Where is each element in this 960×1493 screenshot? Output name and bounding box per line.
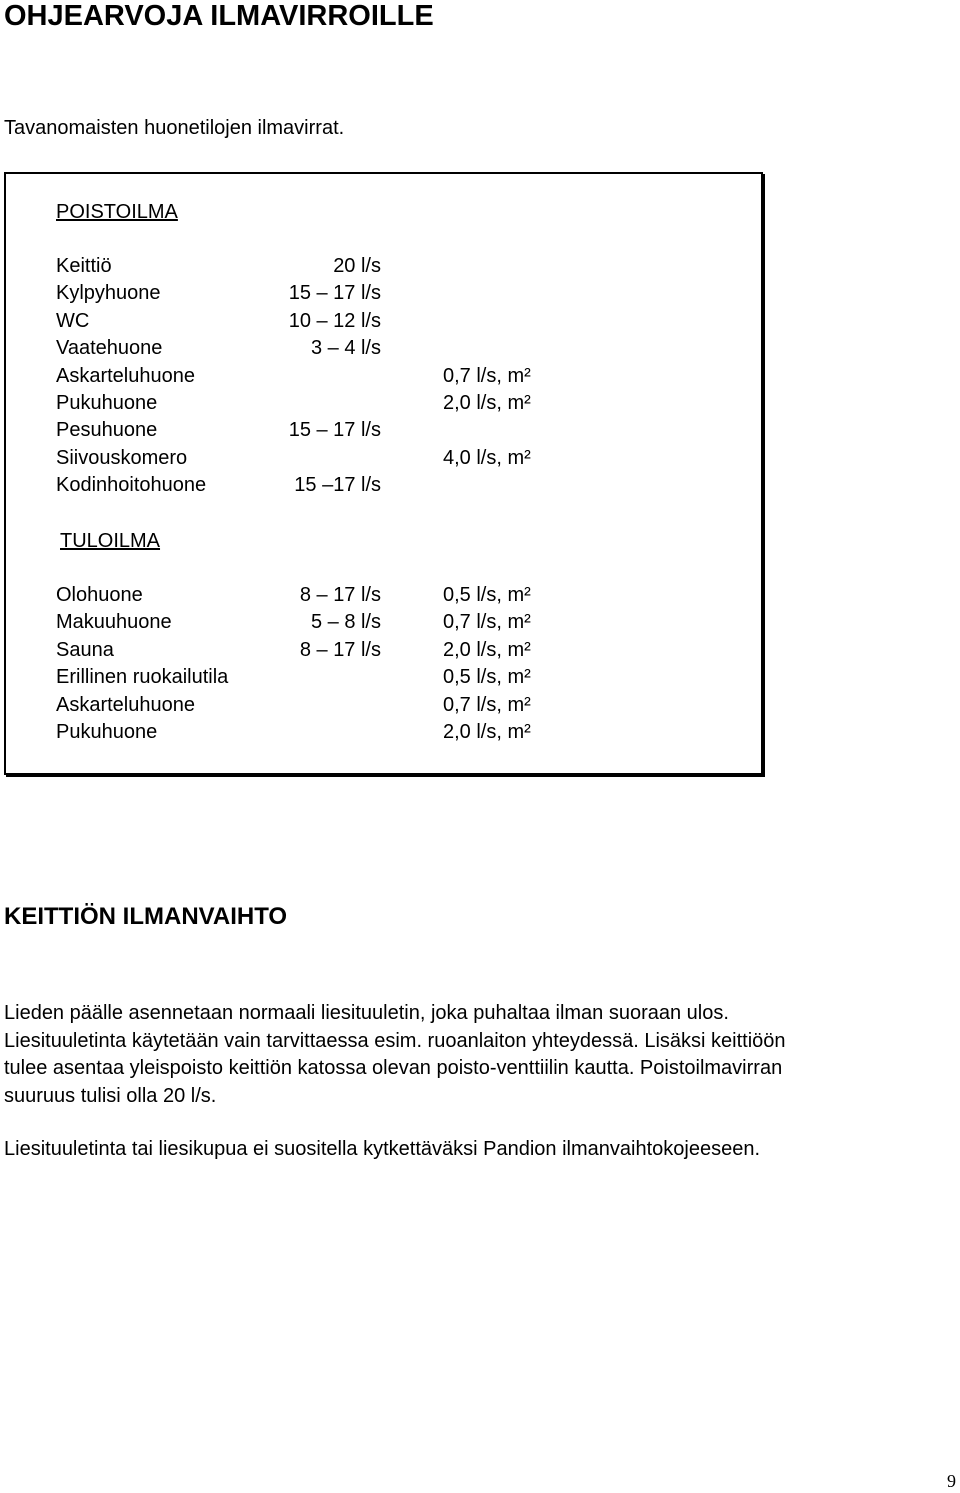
supply-heading: TULOILMA bbox=[60, 530, 161, 552]
room-name: Pukuhuone bbox=[56, 392, 158, 414]
room-name: Pesuhuone bbox=[56, 419, 158, 442]
area-flow-value: 2,0 l/s, m² bbox=[443, 721, 531, 743]
room-name: Erillinen ruokailutila bbox=[56, 666, 229, 689]
paragraph-line: suuruus tulisi olla 20 l/s. bbox=[4, 1084, 217, 1107]
room-name: Pukuhuone bbox=[56, 721, 158, 743]
room-name: WC bbox=[56, 309, 90, 332]
room-name: Siivouskomero bbox=[56, 446, 188, 469]
flow-value: 10 – 12 l/s bbox=[288, 309, 381, 332]
table-row bbox=[6, 281, 761, 308]
table-row bbox=[6, 583, 761, 610]
room-name: Kylpyhuone bbox=[56, 282, 161, 305]
paragraph-line: Lieden päälle asennetaan normaali liesituuletin, joka puhaltaa ilman suoraan ulos. bbox=[4, 1002, 729, 1024]
area-flow-value: 0,7 l/s, m² bbox=[443, 611, 531, 634]
flow-value: 20 l/s bbox=[333, 255, 381, 277]
table-row bbox=[6, 254, 761, 281]
flow-value: 8 – 17 l/s bbox=[299, 584, 381, 606]
flow-value: 8 – 17 l/s bbox=[299, 638, 381, 661]
room-name: Olohuone bbox=[56, 584, 143, 606]
table-row bbox=[6, 336, 761, 363]
room-name: Vaatehuone bbox=[56, 337, 163, 360]
table-row bbox=[6, 418, 761, 445]
area-flow-value: 2,0 l/s, m² bbox=[443, 392, 531, 414]
page-number: 9 bbox=[947, 1471, 956, 1491]
table-row bbox=[6, 665, 761, 692]
paragraph-line: Liesituuletinta käytetään vain tarvittaessa esim. ruoanlaiton yhteydessä. Lisäksi keittiöön bbox=[4, 1029, 786, 1052]
area-flow-value: 0,7 l/s, m² bbox=[443, 693, 531, 716]
kitchen-paragraph-2: Liesituuletinta tai liesikupua ei suositella kytkettäväksi Pandion ilmanvaihtokojeeseen. bbox=[4, 1138, 760, 1160]
room-name: Sauna bbox=[56, 638, 114, 661]
table-row bbox=[6, 391, 761, 418]
room-name: Makuuhuone bbox=[56, 611, 172, 634]
page-title: OHJEARVOJA ILMAVIRROILLE bbox=[4, 0, 434, 32]
room-name: Kodinhoitohuone bbox=[56, 474, 207, 497]
area-flow-value: 0,5 l/s, m² bbox=[443, 666, 531, 689]
room-name: Keittiö bbox=[56, 255, 112, 277]
flow-value: 3 – 4 l/s bbox=[310, 337, 381, 360]
flow-value: 5 – 8 l/s bbox=[310, 611, 381, 634]
flow-value: 15 – 17 l/s bbox=[288, 419, 381, 442]
flow-value: 15 –17 l/s bbox=[294, 474, 381, 497]
flow-value: 15 – 17 l/s bbox=[288, 282, 381, 305]
table-row bbox=[6, 610, 761, 637]
table-row bbox=[6, 473, 761, 500]
area-flow-value: 2,0 l/s, m² bbox=[443, 638, 531, 661]
area-flow-value: 0,5 l/s, m² bbox=[443, 584, 531, 606]
kitchen-paragraph-1 bbox=[4, 1000, 944, 1110]
room-name: Askarteluhuone bbox=[56, 693, 195, 716]
airflow-table-box bbox=[4, 172, 763, 775]
intro-text: Tavanomaisten huonetilojen ilmavirrat. bbox=[4, 117, 345, 139]
table-row bbox=[6, 720, 761, 747]
area-flow-value: 4,0 l/s, m² bbox=[443, 446, 531, 469]
table-row bbox=[6, 693, 761, 720]
room-name: Askarteluhuone bbox=[56, 364, 195, 387]
area-flow-value: 0,7 l/s, m² bbox=[443, 364, 531, 387]
table-row bbox=[6, 638, 761, 665]
paragraph-line: tulee asentaa yleispoisto keittiön katossa olevan poisto-venttiilin kautta. Poistoilmavirran bbox=[4, 1057, 783, 1079]
kitchen-heading: KEITTIÖN ILMANVAIHTO bbox=[4, 903, 288, 930]
exhaust-heading: POISTOILMA bbox=[56, 201, 178, 223]
table-row bbox=[6, 446, 761, 473]
table-row bbox=[6, 309, 761, 336]
table-row bbox=[6, 364, 761, 391]
